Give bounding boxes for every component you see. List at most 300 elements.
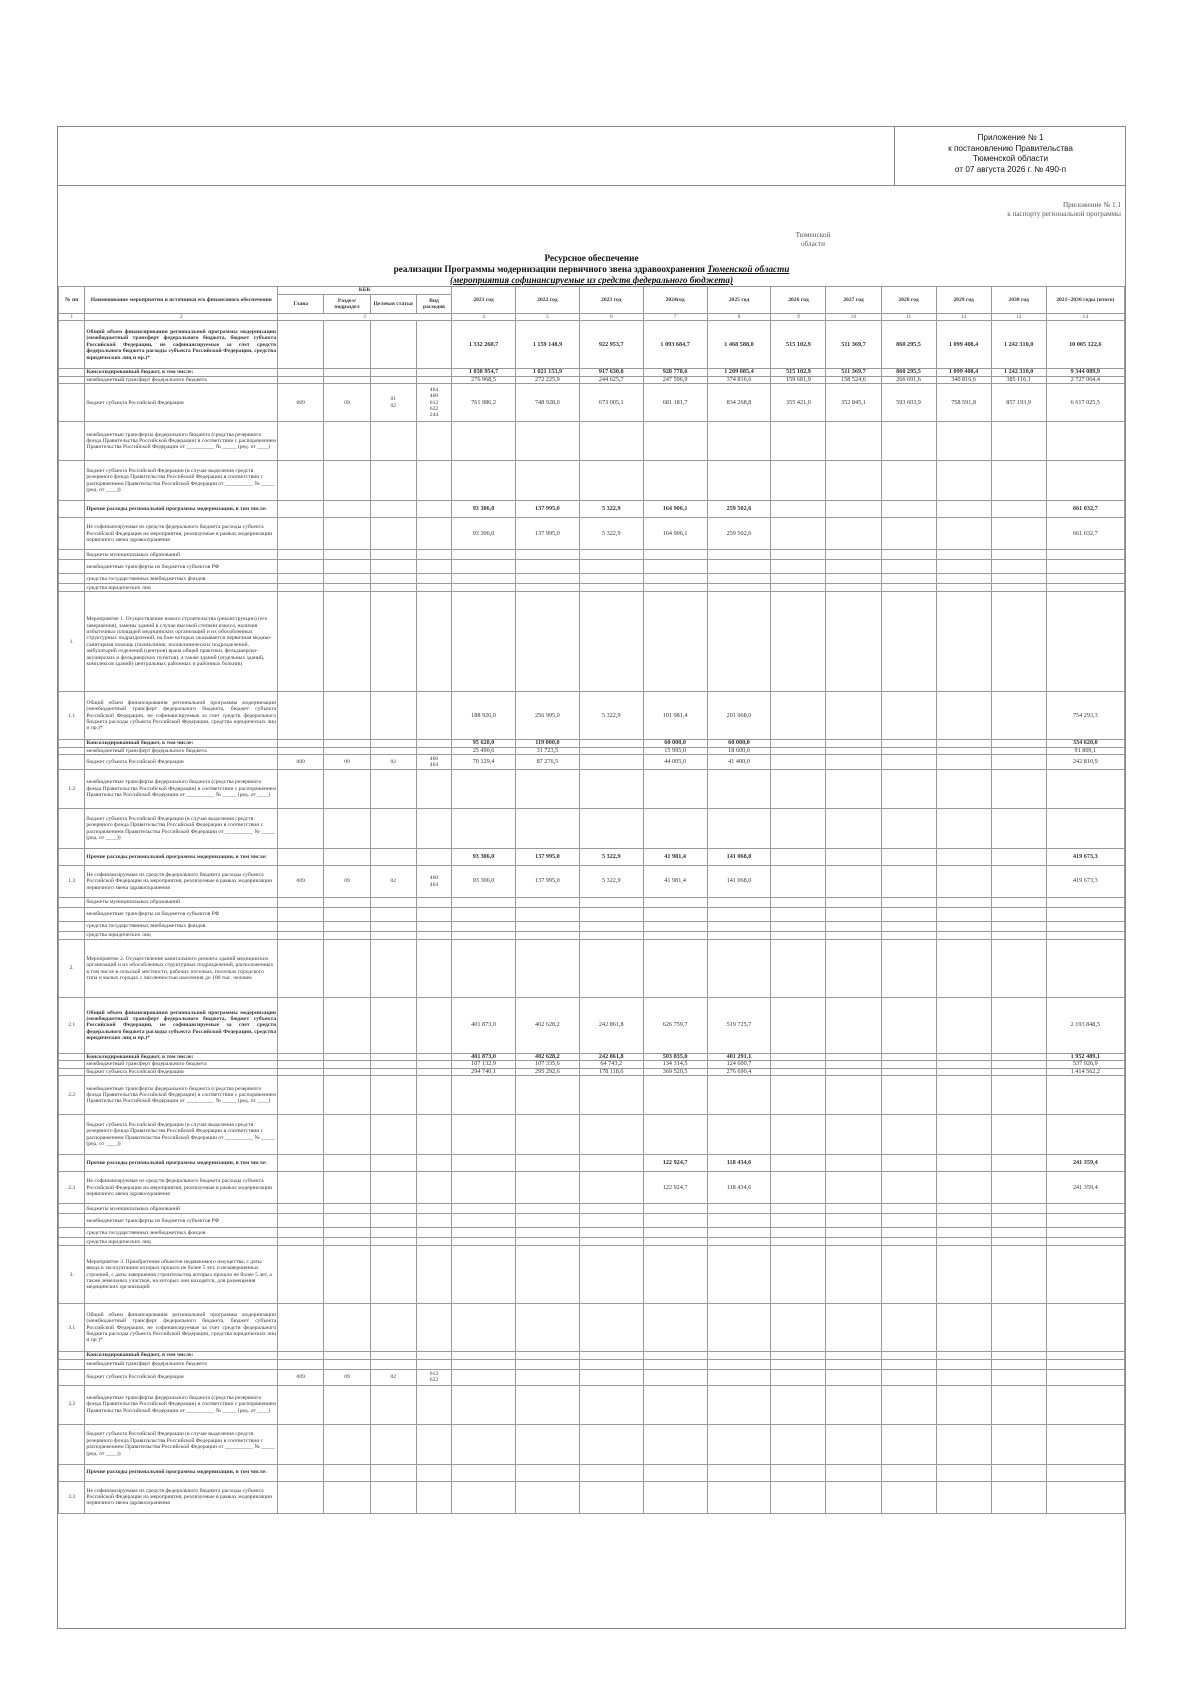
row-value <box>452 922 516 932</box>
row-value: 18 600,0 <box>707 747 771 754</box>
row-value <box>643 770 707 809</box>
row-kbk-k4 <box>416 369 451 376</box>
row-number: 1.2 <box>59 770 85 809</box>
row-value: 41 981,4 <box>643 866 707 898</box>
row-kbk-k2 <box>324 369 370 376</box>
title-line-2 <box>58 264 1125 275</box>
row-value: 1 332 260,7 <box>452 321 516 369</box>
row-value <box>771 1061 826 1068</box>
row-value <box>515 1238 579 1246</box>
row-value <box>881 1115 936 1155</box>
row-value: 1 038 954,7 <box>452 369 516 376</box>
row-total <box>1046 422 1124 461</box>
row-kbk-k2 <box>324 747 370 754</box>
row-value <box>707 922 771 932</box>
row-total <box>1046 1238 1124 1246</box>
row-number: 1.3 <box>59 866 85 898</box>
row-value <box>579 1238 643 1246</box>
row-value <box>826 1061 881 1068</box>
row-value <box>707 1359 771 1369</box>
row-name: Общий объем финансирования региональной программы модернизации (межбюджетный трансферт федерального бюджета, бюджет субъекта Российской Федерации, не софинансируемые за счет средств федерального бюджета расходы субъекта Российской Федерации, средства юридических лиц и пр.)* <box>85 1304 278 1352</box>
table-row <box>59 755 1125 770</box>
table-row <box>59 1304 1125 1352</box>
row-value <box>771 770 826 809</box>
row-value <box>707 1464 771 1481</box>
row-kbk-k1 <box>278 501 324 518</box>
title-line-3: (мероприятия софинансируемые из средств федерального бюджета) <box>449 275 734 285</box>
row-value <box>643 1352 707 1359</box>
row-kbk-k2 <box>324 1359 370 1369</box>
row-value: 511 369,7 <box>826 369 881 376</box>
row-kbk-k4 <box>416 1304 451 1352</box>
row-number <box>59 740 85 747</box>
row-total: 661 032,7 <box>1046 501 1124 518</box>
row-total <box>1046 898 1124 908</box>
row-value: 158 524,6 <box>826 376 881 383</box>
row-kbk-k2: 09 <box>324 384 370 422</box>
row-total <box>1046 1304 1124 1352</box>
row-value <box>991 1246 1046 1304</box>
row-value: 107 132,9 <box>452 1061 516 1068</box>
row-number <box>59 384 85 422</box>
row-kbk-k1 <box>278 1155 324 1172</box>
row-name: Не софинансируемые из средств федерального бюджета расходы субъекта Российской Федерации на мероприятия, реализуемые в рамках модернизации первичного звена здравоохранения <box>85 866 278 898</box>
row-total <box>1046 1246 1124 1304</box>
row-number <box>59 369 85 376</box>
row-value <box>936 908 991 922</box>
row-name: межбюджетные трансферты федерального бюджета (средства резервного фонда Правительства Российской Федерации) в соответствии с распоряжением Правительства Российской Федерации от __________ № _____ (ред. от ____) <box>85 422 278 461</box>
row-name: межбюджетные трансферты федерального бюджета (средства резервного фонда Правительства Российской Федерации) в соответствии с распоряжением Правительства Российской Федерации от __________ № _____ (ред. от ____) <box>85 1076 278 1115</box>
row-value <box>771 755 826 770</box>
table-row <box>59 1246 1125 1304</box>
table-row <box>59 1352 1125 1359</box>
row-value <box>643 922 707 932</box>
row-name: средства юридических лиц <box>85 932 278 940</box>
row-value: 402 628,2 <box>515 998 579 1054</box>
row-name: межбюджетные трансферты из бюджетов субъектов РФ <box>85 908 278 922</box>
row-value <box>515 1204 579 1214</box>
row-number: 1. <box>59 592 85 692</box>
row-value: 276 690,4 <box>707 1068 771 1075</box>
row-value <box>643 592 707 692</box>
table-row <box>59 1054 1125 1061</box>
row-value: 1 242 310,0 <box>991 369 1046 376</box>
row-value <box>881 422 936 461</box>
row-name: межбюджетный трансферт федерального бюджета <box>85 1359 278 1369</box>
row-value <box>991 908 1046 922</box>
row-name: Прочие расходы региональной программы модернизации, в том числе: <box>85 849 278 866</box>
row-value <box>452 1172 516 1204</box>
row-kbk-k2 <box>324 1304 370 1352</box>
row-value <box>991 1385 1046 1424</box>
row-value: 626 759,7 <box>643 998 707 1054</box>
row-value <box>936 740 991 747</box>
row-kbk-k1 <box>278 1304 324 1352</box>
row-value <box>452 1214 516 1228</box>
row-name: межбюджетные трансферты федерального бюджета (средства резервного фонда Правительства Российской Федерации) в соответствии с распоряжением Правительства Российской Федерации от __________ № _____ (ред. от ____) <box>85 1385 278 1424</box>
col-index: 14 <box>1046 314 1124 321</box>
row-value: 1 242 310,0 <box>991 321 1046 369</box>
row-value <box>991 1155 1046 1172</box>
row-value <box>771 908 826 922</box>
row-value <box>936 1068 991 1075</box>
col-index: 11 <box>881 314 936 321</box>
row-value <box>826 1304 881 1352</box>
row-kbk-k3 <box>370 1214 416 1228</box>
row-value <box>707 1424 771 1464</box>
row-value <box>771 1369 826 1385</box>
col-year: 2029 год <box>936 287 991 314</box>
row-number: 3. <box>59 1246 85 1304</box>
row-kbk-k1: 009 <box>278 1369 324 1385</box>
row-value <box>579 1228 643 1238</box>
row-total: 537 926,9 <box>1046 1061 1124 1068</box>
row-value <box>991 501 1046 518</box>
row-kbk-k4: 612 622 <box>416 1369 451 1385</box>
row-kbk-k3 <box>370 592 416 692</box>
row-kbk-k4 <box>416 1115 451 1155</box>
row-total: 91 809,1 <box>1046 747 1124 754</box>
row-value <box>579 422 643 461</box>
row-value: 860 295,5 <box>881 321 936 369</box>
row-value <box>936 1359 991 1369</box>
row-value <box>936 755 991 770</box>
row-value <box>579 461 643 501</box>
row-kbk-k2 <box>324 1385 370 1424</box>
row-total <box>1046 1115 1124 1155</box>
row-total <box>1046 560 1124 574</box>
row-value <box>515 560 579 574</box>
row-name: Не софинансируемые из средств федерального бюджета расходы субъекта Российской Федерации на мероприятия, реализуемые в рамках модернизации первичного звена здравоохранения <box>85 518 278 550</box>
row-value <box>826 908 881 922</box>
row-number <box>59 1061 85 1068</box>
row-value <box>826 1352 881 1359</box>
row-value <box>991 998 1046 1054</box>
row-kbk-k3 <box>370 1304 416 1352</box>
row-value <box>881 1061 936 1068</box>
row-total <box>1046 461 1124 501</box>
row-value <box>881 574 936 584</box>
row-name: бюджет субъекта Российской Федерации (в случае выделения средств резервного фонда Правительства Российской Федерации в соответствии с распоряжением Правительства Российской Федерации от __________ № _____ (ред. от ____)) <box>85 1115 278 1155</box>
row-value <box>881 1068 936 1075</box>
row-name: Общий объем финансирования региональной программы модернизации (межбюджетный трансферт федерального бюджета, бюджет субъекта Российской Федерации, не софинансируемые за счет средств федерального бюджета расходы субъекта Российской Федерации, средства юридических лиц и пр.)* <box>85 692 278 740</box>
row-value <box>826 592 881 692</box>
row-value: 276 968,5 <box>452 376 516 383</box>
row-value <box>707 592 771 692</box>
table-row <box>59 849 1125 866</box>
row-value <box>826 692 881 740</box>
row-value <box>881 1246 936 1304</box>
row-value <box>579 1115 643 1155</box>
row-value <box>936 550 991 560</box>
table-row <box>59 1214 1125 1228</box>
row-value <box>771 998 826 1054</box>
row-value: 70 129,4 <box>452 755 516 770</box>
row-number <box>59 849 85 866</box>
row-kbk-k2: 09 <box>324 866 370 898</box>
row-number: 2.1 <box>59 998 85 1054</box>
document-title <box>58 253 1125 286</box>
row-kbk-k3 <box>370 501 416 518</box>
row-number <box>59 518 85 550</box>
row-kbk-k4 <box>416 501 451 518</box>
row-value <box>826 574 881 584</box>
row-value <box>936 998 991 1054</box>
row-kbk-k4 <box>416 560 451 574</box>
row-kbk-k3 <box>370 1481 416 1513</box>
row-value <box>643 1076 707 1115</box>
row-value <box>579 1204 643 1214</box>
row-value <box>707 1246 771 1304</box>
col-name: Наименование мероприятия и источники его финансового обеспечения <box>85 287 278 314</box>
appendix-1-line: Тюменской области <box>972 154 1049 163</box>
row-value <box>991 922 1046 932</box>
row-value <box>452 908 516 922</box>
row-value <box>579 898 643 908</box>
row-value <box>881 755 936 770</box>
row-value <box>515 1214 579 1228</box>
row-value <box>936 1424 991 1464</box>
row-value <box>881 501 936 518</box>
row-kbk-k4 <box>416 518 451 550</box>
row-value: 681 181,7 <box>643 384 707 422</box>
row-kbk-k4 <box>416 1238 451 1246</box>
row-kbk-k1 <box>278 940 324 998</box>
row-kbk-k4 <box>416 1054 451 1061</box>
row-number <box>59 809 85 849</box>
row-kbk-k4 <box>416 1352 451 1359</box>
row-value <box>936 747 991 754</box>
row-value: 758 591,8 <box>936 384 991 422</box>
row-kbk-k3 <box>370 1076 416 1115</box>
row-value <box>515 461 579 501</box>
row-value <box>936 422 991 461</box>
row-value <box>579 1359 643 1369</box>
row-value <box>771 1155 826 1172</box>
row-value <box>643 932 707 940</box>
row-value <box>826 755 881 770</box>
col-year: 2025 год <box>707 287 771 314</box>
row-value <box>936 692 991 740</box>
row-kbk-k2 <box>324 1246 370 1304</box>
table-row <box>59 369 1125 376</box>
row-value <box>826 461 881 501</box>
row-value <box>452 560 516 574</box>
row-kbk-k2 <box>324 376 370 383</box>
row-value: 5 322,9 <box>579 849 643 866</box>
row-name: межбюджетный трансферт федерального бюджета <box>85 1061 278 1068</box>
table-row <box>59 1172 1125 1204</box>
row-kbk-k3 <box>370 1385 416 1424</box>
table-row <box>59 461 1125 501</box>
row-kbk-k2 <box>324 1054 370 1061</box>
row-kbk-k4 <box>416 747 451 754</box>
row-number <box>59 461 85 501</box>
row-value <box>881 1424 936 1464</box>
row-kbk-k1 <box>278 1424 324 1464</box>
row-value <box>991 849 1046 866</box>
row-value <box>771 1464 826 1481</box>
row-value <box>643 461 707 501</box>
row-name: бюджет субъекта Российской Федерации <box>85 755 278 770</box>
row-value <box>826 422 881 461</box>
row-value <box>991 809 1046 849</box>
row-total <box>1046 940 1124 998</box>
row-kbk-k4 <box>416 550 451 560</box>
row-value <box>936 592 991 692</box>
row-kbk-k1 <box>278 1352 324 1359</box>
row-value <box>991 1204 1046 1214</box>
col-index: 5 <box>515 314 579 321</box>
row-value: 519 725,7 <box>707 998 771 1054</box>
row-value <box>452 770 516 809</box>
row-value <box>881 747 936 754</box>
row-number <box>59 922 85 932</box>
row-kbk-k4 <box>416 1068 451 1075</box>
row-name: Не софинансируемые из средств федерального бюджета расходы субъекта Российской Федерации на мероприятия, реализуемые в рамках модернизации первичного звена здравоохранения <box>85 1481 278 1513</box>
title-line-1: Ресурсное обеспечение <box>544 253 639 263</box>
row-kbk-k2: 09 <box>324 755 370 770</box>
table-row <box>59 1238 1125 1246</box>
table-row <box>59 1228 1125 1238</box>
row-value <box>881 518 936 550</box>
row-kbk-k4 <box>416 692 451 740</box>
row-value <box>707 461 771 501</box>
row-number <box>59 898 85 908</box>
row-value <box>707 1115 771 1155</box>
row-total: 6 617 025,5 <box>1046 384 1124 422</box>
row-kbk-k2 <box>324 849 370 866</box>
col-num: № пп <box>59 287 85 314</box>
row-value <box>515 809 579 849</box>
row-value <box>771 692 826 740</box>
row-value <box>826 1076 881 1115</box>
row-value <box>452 1238 516 1246</box>
row-kbk-k3 <box>370 809 416 849</box>
table-row <box>59 908 1125 922</box>
row-value <box>826 940 881 998</box>
row-value <box>881 740 936 747</box>
row-value <box>881 592 936 692</box>
row-kbk-k3 <box>370 584 416 592</box>
row-value: 673 005,1 <box>579 384 643 422</box>
row-value <box>707 908 771 922</box>
row-value <box>771 940 826 998</box>
row-kbk-k3 <box>370 1464 416 1481</box>
row-total <box>1046 1464 1124 1481</box>
row-value: 93 306,0 <box>452 518 516 550</box>
row-value <box>771 1238 826 1246</box>
row-value <box>707 1385 771 1424</box>
row-value: 5 322,9 <box>579 501 643 518</box>
row-name: бюджет субъекта Российской Федерации (в случае выделения средств резервного фонда Правительства Российской Федерации в соответствии с распоряжением Правительства Российской Федерации от __________ № _____ (ред. от ____)) <box>85 1424 278 1464</box>
row-value <box>515 1464 579 1481</box>
col-celevaya: Целевая статья <box>370 295 416 314</box>
row-kbk-k2 <box>324 740 370 747</box>
row-kbk-k2 <box>324 1228 370 1238</box>
row-kbk-k3 <box>370 461 416 501</box>
row-value: 137 995,0 <box>515 518 579 550</box>
table-row <box>59 592 1125 692</box>
row-value <box>991 1481 1046 1513</box>
row-name: межбюджетные трансферты из бюджетов субъектов РФ <box>85 1214 278 1228</box>
table-row <box>59 321 1125 369</box>
row-value: 295 292,6 <box>515 1068 579 1075</box>
row-total: 419 673,3 <box>1046 849 1124 866</box>
row-total: 419 673,3 <box>1046 866 1124 898</box>
row-total <box>1046 1228 1124 1238</box>
row-value <box>579 922 643 932</box>
row-value <box>991 574 1046 584</box>
row-value <box>826 770 881 809</box>
row-name: Мероприятие 2. Осуществление капитального ремонта зданий медицинских организаций и их обособленных структурных подразделений, расположенных в том числе в сельской местности, рабочих поселках, поселках городского типа и малых городах с численностью населения до 100 тыс. человек <box>85 940 278 998</box>
row-value <box>936 940 991 998</box>
row-value <box>991 755 1046 770</box>
row-kbk-k1 <box>278 740 324 747</box>
row-value <box>579 940 643 998</box>
row-value: 247 596,9 <box>643 376 707 383</box>
row-kbk-k3 <box>370 1068 416 1075</box>
row-kbk-k2 <box>324 1352 370 1359</box>
row-value <box>936 1238 991 1246</box>
row-value: 515 102,9 <box>771 369 826 376</box>
row-total <box>1046 1385 1124 1424</box>
row-kbk-k2 <box>324 1155 370 1172</box>
table-row <box>59 866 1125 898</box>
row-value <box>826 866 881 898</box>
table-row <box>59 770 1125 809</box>
row-value <box>452 1246 516 1304</box>
row-number <box>59 560 85 574</box>
row-value <box>643 1464 707 1481</box>
row-value <box>936 518 991 550</box>
row-value <box>771 1246 826 1304</box>
row-value: 93 306,0 <box>452 866 516 898</box>
row-total <box>1046 1076 1124 1115</box>
col-index: 7 <box>643 314 707 321</box>
row-value <box>771 1214 826 1228</box>
row-kbk-k2 <box>324 1204 370 1214</box>
row-value <box>991 747 1046 754</box>
row-kbk-k4: 464 460 612 622 244 <box>416 384 451 422</box>
col-year: 2021 год <box>452 287 516 314</box>
row-value <box>515 1115 579 1155</box>
col-year: 2024год <box>643 287 707 314</box>
table-row <box>59 584 1125 592</box>
row-value <box>771 922 826 932</box>
row-kbk-k2 <box>324 1464 370 1481</box>
row-kbk-k1: 009 <box>278 755 324 770</box>
row-kbk-k1 <box>278 461 324 501</box>
row-number: 3.2 <box>59 1385 85 1424</box>
row-total: 1 952 489,1 <box>1046 1054 1124 1061</box>
row-number <box>59 1228 85 1238</box>
row-value <box>881 866 936 898</box>
row-value <box>771 461 826 501</box>
row-value: 857 193,9 <box>991 384 1046 422</box>
row-value <box>515 908 579 922</box>
col-year: 2022 год <box>515 287 579 314</box>
row-total <box>1046 1204 1124 1214</box>
table-row <box>59 1115 1125 1155</box>
row-value <box>936 922 991 932</box>
row-value <box>771 898 826 908</box>
row-value: 119 000,0 <box>515 740 579 747</box>
row-kbk-k1 <box>278 1464 324 1481</box>
table-row <box>59 501 1125 518</box>
row-total <box>1046 574 1124 584</box>
table-row <box>59 1424 1125 1464</box>
